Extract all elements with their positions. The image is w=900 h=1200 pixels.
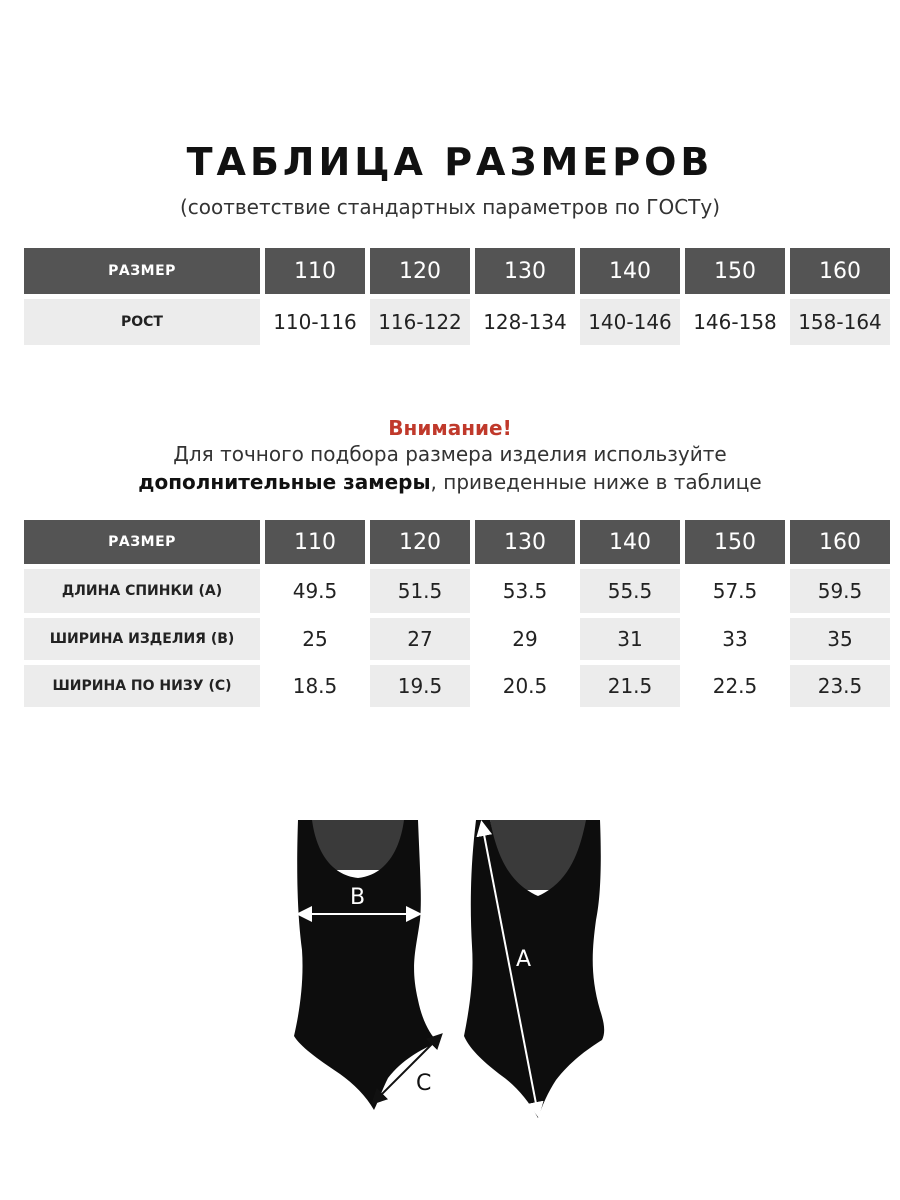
page-title: ТАБЛИЦА РАЗМЕРОВ [186, 140, 714, 184]
table2-value-cell: 29 [512, 627, 538, 651]
table2-value-cell: 35 [790, 618, 890, 660]
garment-illustration [270, 810, 630, 1140]
table2-row-label: ШИРИНА ИЗДЕЛИЯ (В) [24, 618, 260, 660]
table1-height-cell: 140-146 [580, 299, 680, 345]
label-b: B [350, 885, 366, 910]
garment-svg [270, 810, 630, 1140]
notice-rest-text: , приведенные ниже в таблице [430, 470, 762, 494]
table2-size-header: 130 [475, 520, 575, 564]
table2-value-cell: 31 [580, 618, 680, 660]
table1-height-cell: 116-122 [370, 299, 470, 345]
table2-size-header: 110 [265, 520, 365, 564]
table2-value-cell: 21.5 [580, 665, 680, 707]
table2-size-header: 160 [790, 520, 890, 564]
table2-row-label: ШИРИНА ПО НИЗУ (С) [24, 665, 260, 707]
notice-bold-text: дополнительные замеры [138, 470, 431, 494]
table2-value-cell: 25 [302, 627, 328, 651]
table1-height-cell: 158-164 [790, 299, 890, 345]
notice-text [0, 440, 900, 496]
table2-value-cell: 57.5 [712, 579, 758, 603]
table1-size-header: 160 [790, 248, 890, 294]
table2-value-cell: 22.5 [712, 674, 758, 698]
table1-row-label: РОСТ [24, 299, 260, 345]
attention-heading: Внимание! [388, 416, 512, 440]
table2-row-label: ДЛИНА СПИНКИ (А) [24, 569, 260, 613]
table1-size-header: 140 [580, 248, 680, 294]
table1-size-header: 120 [370, 248, 470, 294]
table2-value-cell: 27 [370, 618, 470, 660]
table2-value-cell: 23.5 [790, 665, 890, 707]
label-c: C [416, 1071, 432, 1096]
table2-size-header: 140 [580, 520, 680, 564]
table1-size-header: 130 [475, 248, 575, 294]
size-height-table [24, 248, 890, 345]
table2-value-cell: 53.5 [502, 579, 548, 603]
table2-size-header: 150 [685, 520, 785, 564]
table1-size-header: 150 [685, 248, 785, 294]
table2-header-label: РАЗМЕР [24, 520, 260, 564]
table2-value-cell: 49.5 [292, 579, 338, 603]
back-bodysuit [464, 820, 604, 1118]
table1-header-label: РАЗМЕР [24, 248, 260, 294]
page-subtitle: (соответствие стандартных параметров по ГОСТу) [179, 195, 721, 219]
table2-value-cell: 33 [722, 627, 748, 651]
table2-value-cell: 55.5 [580, 569, 680, 613]
table1-height-cell: 146-158 [693, 310, 777, 334]
measurements-table [24, 520, 890, 707]
front-bodysuit [294, 820, 438, 1110]
table2-value-cell: 18.5 [292, 674, 338, 698]
table2-value-cell: 19.5 [370, 665, 470, 707]
table2-value-cell: 59.5 [790, 569, 890, 613]
table2-value-cell: 20.5 [502, 674, 548, 698]
table2-value-cell: 51.5 [370, 569, 470, 613]
label-a: A [516, 947, 532, 972]
table1-size-header: 110 [265, 248, 365, 294]
table2-size-header: 120 [370, 520, 470, 564]
table1-height-cell: 110-116 [273, 310, 357, 334]
notice-line-2 [0, 468, 900, 496]
notice-line-1: Для точного подбора размера изделия используйте [173, 442, 727, 466]
table1-height-cell: 128-134 [483, 310, 567, 334]
